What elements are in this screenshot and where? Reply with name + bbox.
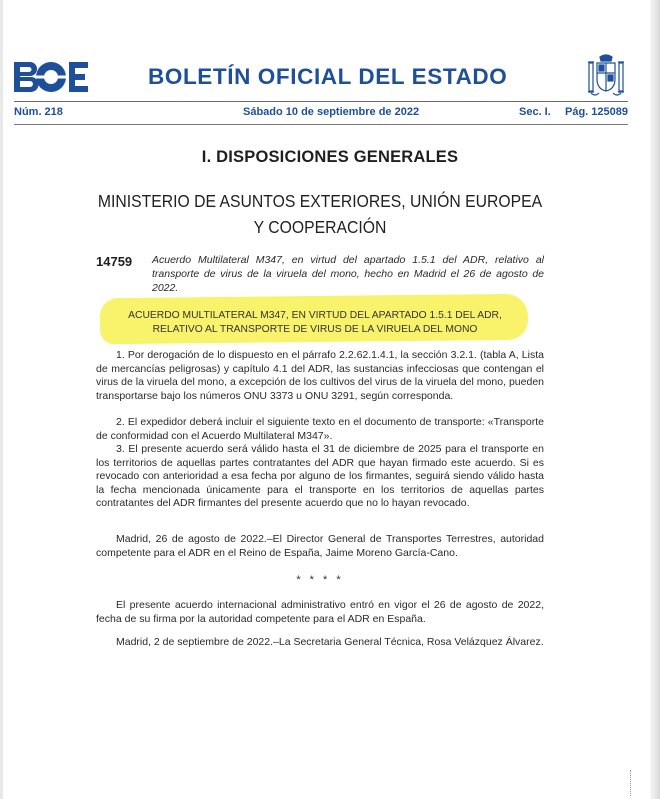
meta-rule	[14, 124, 628, 125]
paragraph-1	[96, 349, 544, 403]
page-left-edge	[0, 0, 3, 799]
document-summary: Acuerdo Multilateral M347, en virtud del apartado 1.5.1 del ADR, relativo al transporte de virus de la viruela del mono, hecho en Madrid el 26 de agosto de 2022.	[152, 254, 544, 294]
ministry-line-2: Y COOPERACIÓN	[253, 217, 387, 237]
coat-of-arms-icon	[586, 53, 626, 99]
section-label: Sec. I.	[519, 106, 551, 118]
margin-mark	[630, 770, 639, 796]
signature-2-text: Madrid, 2 de septiembre de 2022.–La Secretaria General Técnica, Rosa Velázquez Álvarez.	[116, 636, 544, 648]
document-number: 14759	[96, 254, 133, 269]
signature-2	[96, 636, 544, 650]
paragraph-2-text: 2. El expedidor deberá incluir el siguiente texto en el documento de transporte: «Transporte de conformidad con el Acuerdo Multilateral M347».	[96, 416, 544, 442]
ministry-line-1: MINISTERIO DE ASUNTOS EXTERIORES, UNIÓN EUROPEA	[97, 191, 543, 211]
document-heading	[100, 309, 530, 337]
paragraph-4	[96, 599, 544, 626]
paragraph-3-text: 3. El presente acuerdo será válido hasta el 31 de diciembre de 2025 para el transporte en los territorios de aquellas partes contratantes del ADR que hayan firmado este acuerdo. Si es revocado con anterioridad a esa fecha por alguno de los firmantes, seguirá siendo válido hasta la fecha mencionada únicamente para el transporte en los territorios de aquellas partes contratantes del ADR firmantes del presente acuerdo que no lo hayan revocado.	[96, 443, 544, 510]
separator-stars: * * * *	[296, 574, 344, 586]
header-rule	[14, 101, 628, 102]
issue-number: Núm. 218	[14, 106, 63, 118]
paragraph-4-text: El presente acuerdo internacional administrativo entró en vigor el 26 de agosto de 2022, fecha de su firma por la autoridad competente para el ADR en España.	[96, 599, 544, 625]
paragraph-3	[96, 443, 544, 511]
publication-title: BOLETÍN OFICIAL DEL ESTADO	[148, 64, 508, 89]
page-number: Pág. 125089	[565, 106, 628, 118]
paragraph-2	[96, 416, 544, 443]
page-right-edge	[650, 0, 660, 799]
ministry-heading	[32, 188, 608, 240]
signature-1	[96, 533, 544, 560]
paragraph-1-text: 1. Por derogación de lo dispuesto en el párrafo 2.2.62.1.4.1, la sección 3.2.1. (tabla A, Lista de mercancías peligrosas) y capítulo 4.1 del ADR, las sustancias infecciosas que contengan el virus de la viruela del mono, a excepción de los cultivos del virus de la viruela del mono, pueden transportarse bajo los números ONU 3373 u ONU 3291, según corresponda.	[96, 349, 544, 402]
boe-logo	[14, 60, 88, 94]
document-heading-line-1: ACUERDO MULTILATERAL M347, EN VIRTUD DEL APARTADO 1.5.1 DEL ADR,	[128, 310, 502, 321]
document-heading-line-2: RELATIVO AL TRANSPORTE DE VIRUS DE LA VIRUELA DEL MONO	[152, 324, 478, 335]
signature-1-text: Madrid, 26 de agosto de 2022.–El Director General de Transportes Terrestres, autoridad competente para el ADR en el Reino de España, Jaime Moreno García-Cano.	[96, 533, 544, 559]
section-title: I. DISPOSICIONES GENERALES	[201, 148, 459, 166]
issue-date: Sábado 10 de septiembre de 2022	[243, 106, 420, 118]
